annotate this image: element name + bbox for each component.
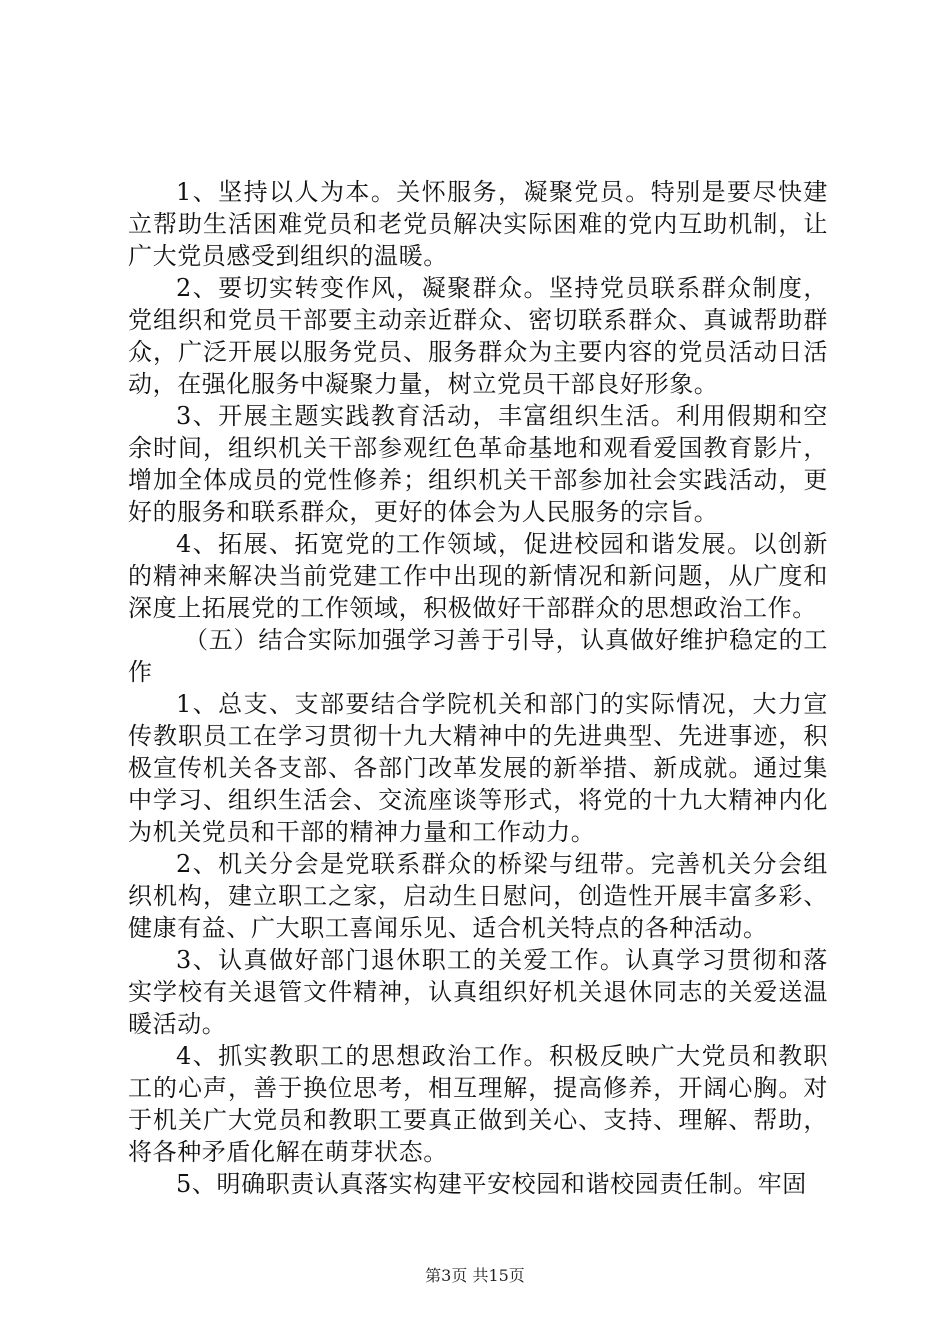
paragraph-3: 3、开展主题实践教育活动，丰富组织生活。利用假期和空余时间，组织机关干部参观红色革命基地和观看爱国教育影片，增加全体成员的党性修养；组织机关干部参加社会实践活动，更好的服务和联系群众，更好的体会为人民服务的宗旨。 bbox=[128, 402, 828, 526]
paragraph-4: 4、拓展、拓宽党的工作领域，促进校园和谐发展。以创新的精神来解决当前党建工作中出现的新情况和新问题，从广度和深度上拓展党的工作领域，积极做好干部群众的思想政治工作。 bbox=[128, 530, 828, 622]
paragraph-2: 2、要切实转变作风，凝聚群众。坚持党员联系群众制度，党组织和党员干部要主动亲近群众、密切联系群众、真诚帮助群众，广泛开展以服务党员、服务群众为主要内容的党员活动日活动，在强化服务中凝聚力量，树立党员干部良好形象。 bbox=[128, 274, 828, 398]
paragraph-7: 2、机关分会是党联系群众的桥梁与纽带。完善机关分会组织机构，建立职工之家，启动生日慰问，创造性开展丰富多彩、健康有益、广大职工喜闻乐见、适合机关特点的各种活动。 bbox=[128, 850, 828, 942]
paragraph-8: 3、认真做好部门退休职工的关爱工作。认真学习贯彻和落实学校有关退管文件精神，认真组织好机关退休同志的关爱送温暖活动。 bbox=[128, 946, 828, 1038]
page-footer: 第3页 共15页 bbox=[425, 1266, 525, 1285]
paragraph-6: 1、总支、支部要结合学院机关和部门的实际情况，大力宣传教职员工在学习贯彻十九大精神中的先进典型、先进事迹，积极宣传机关各支部、各部门改革发展的新举措、新成就。通过集中学习、组织生活会、交流座谈等形式，将党的十九大精神内化为机关党员和干部的精神力量和工作动力。 bbox=[128, 690, 828, 846]
section-heading-5: （五）结合实际加强学习善于引导，认真做好维护稳定的工作 bbox=[128, 626, 828, 686]
document-body bbox=[128, 176, 828, 1200]
paragraph-9: 4、抓实教职工的思想政治工作。积极反映广大党员和教职工的心声，善于换位思考，相互理解，提高修养，开阔心胸。对于机关广大党员和教职工要真正做到关心、支持、理解、帮助，将各种矛盾化解在萌芽状态。 bbox=[128, 1042, 828, 1166]
paragraph-10: 5、明确职责认真落实构建平安校园和谐校园责任制。牢固 bbox=[176, 1170, 807, 1198]
paragraph-1: 1、坚持以人为本。关怀服务，凝聚党员。特别是要尽快建立帮助生活困难党员和老党员解决实际困难的党内互助机制，让广大党员感受到组织的温暖。 bbox=[128, 178, 828, 270]
